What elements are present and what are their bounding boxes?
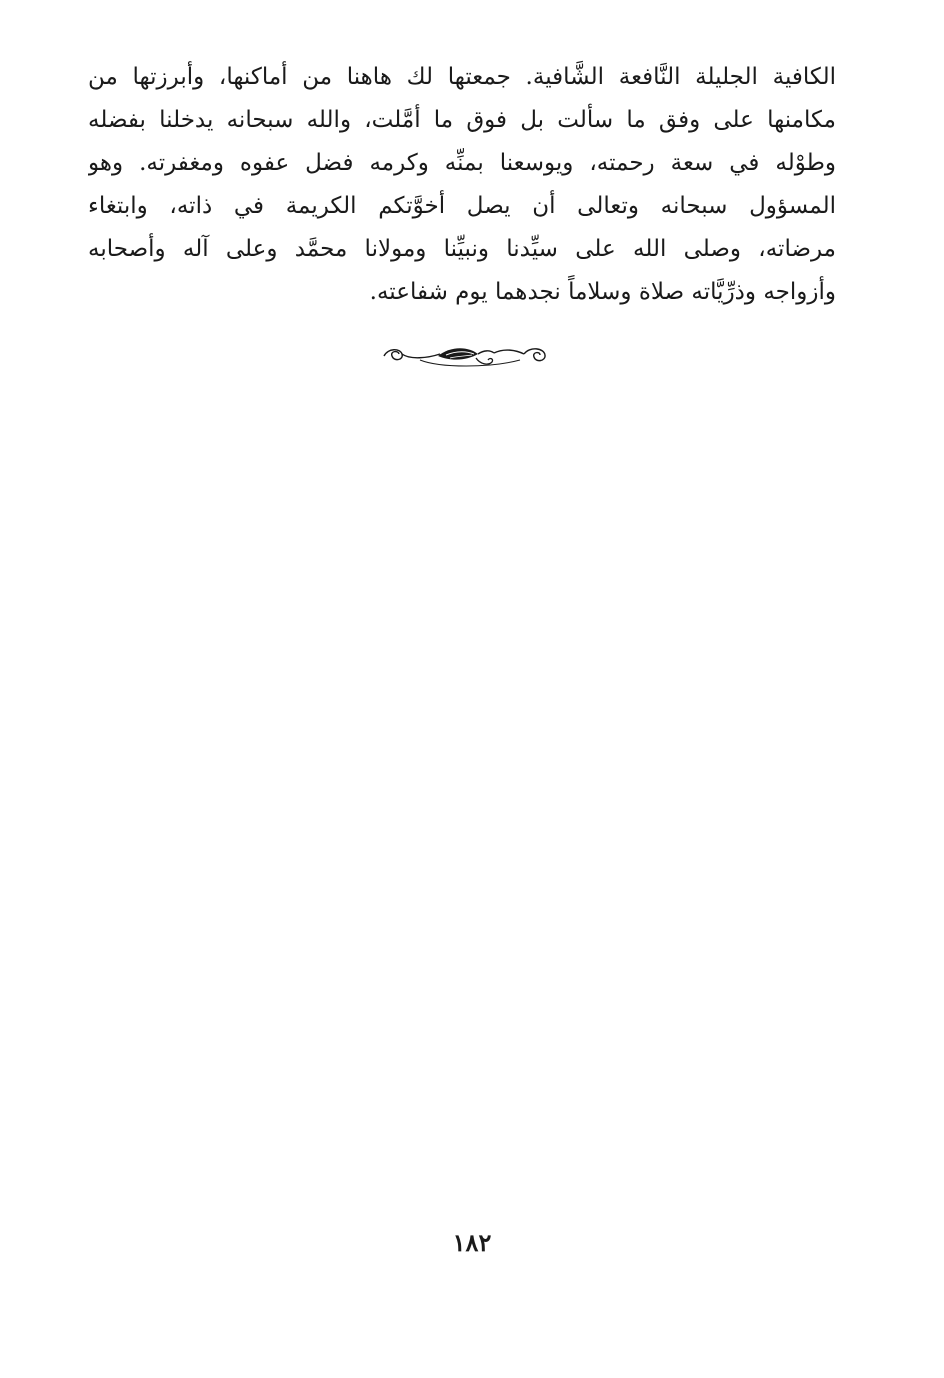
floral-divider-icon [380, 340, 550, 370]
text-line-2: مكامنها على وفق ما سألت بل فوق ما أمَّلت، والله سبحانه يدخلنا بفضله [88, 107, 836, 133]
text-line-1: الكافية الجليلة النَّافعة الشَّافية. جمعتها لك هاهنا من أماكنها، وأبرزتها من [88, 64, 836, 90]
paragraph [88, 56, 836, 314]
text-line-5: مرضاته، وصلى الله على سيِّدنا ونبيِّنا ومولانا محمَّد وعلى آله وأصحابه [88, 236, 836, 262]
text-line-3: وطوْله في سعة رحمته، ويوسعنا بمنِّه وكرمه فضل عفوه ومغفرته. وهو [88, 150, 836, 176]
page-number: ١٨٢ [452, 1228, 492, 1257]
text-line-6: وأزواجه وذرِّيَّاته صلاة وسلاماً نجدهما يوم شفاعته. [369, 279, 836, 305]
text-line-4: المسؤول سبحانه وتعالى أن يصل أخوَّتكم الكريمة في ذاته، وابتغاء [88, 193, 836, 219]
